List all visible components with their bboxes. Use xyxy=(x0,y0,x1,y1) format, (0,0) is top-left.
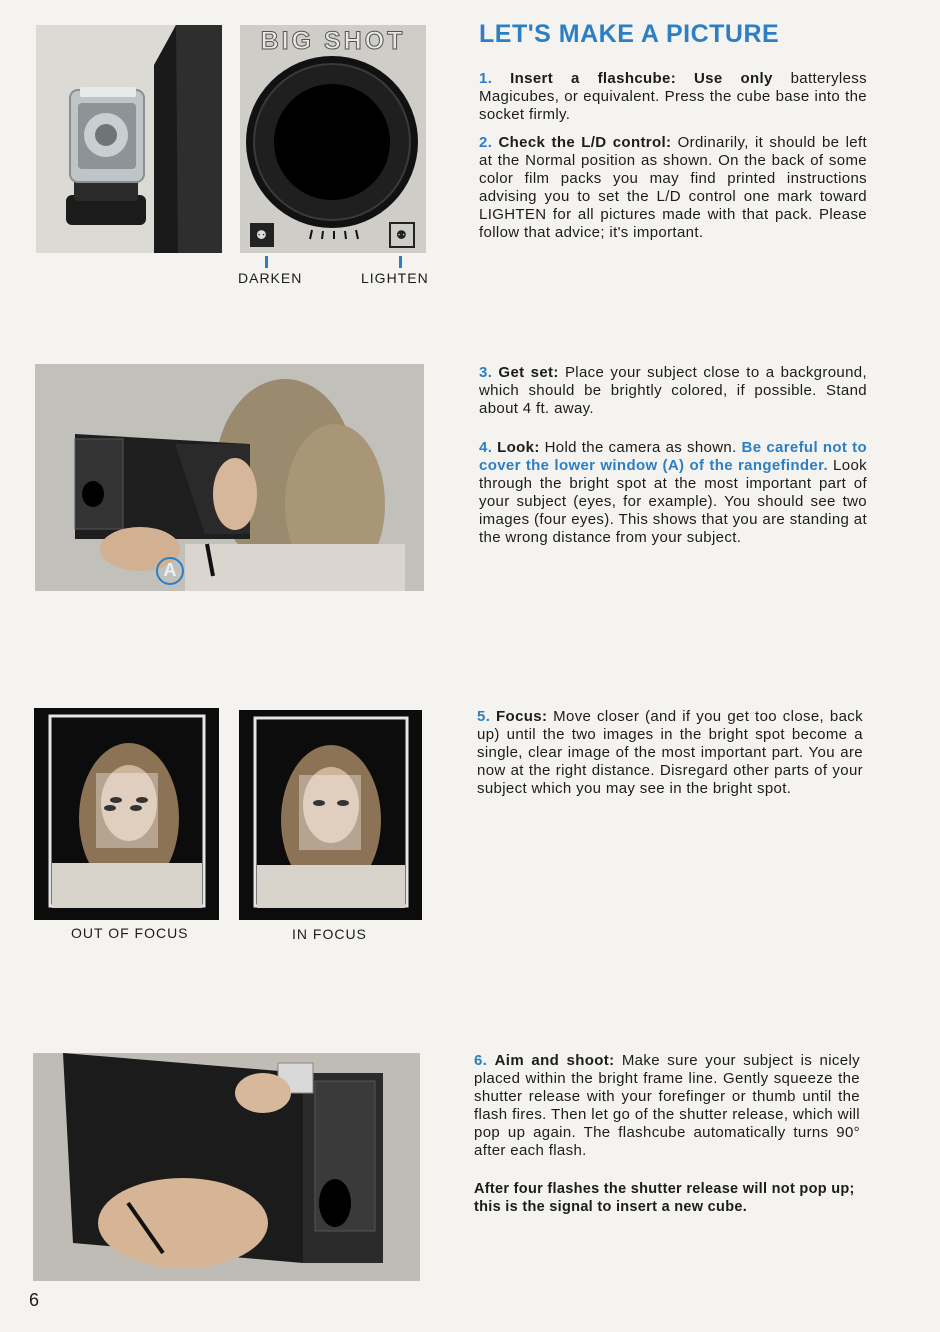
step-5 xyxy=(477,708,863,798)
in-focus-photo xyxy=(239,710,422,920)
holding-camera-photo xyxy=(35,364,424,591)
page-title: LET'S MAKE A PICTURE xyxy=(479,20,780,48)
step-number: 1. xyxy=(479,70,493,87)
flashcube-photo xyxy=(36,25,222,253)
step-lead: Check the L/D control: xyxy=(498,134,672,151)
out-of-focus-caption: OUT OF FOCUS xyxy=(71,925,189,941)
out-of-focus-photo xyxy=(34,708,219,920)
step-2 xyxy=(479,134,867,242)
step-number: 3. xyxy=(479,364,493,381)
holding-camera-illustration xyxy=(35,364,424,591)
rangefinder-window-label: A xyxy=(163,560,177,580)
step-body-before: Hold the camera as shown. xyxy=(539,439,742,456)
step-lead: Aim and shoot: xyxy=(494,1052,615,1069)
step-body: batteryless Magicubes, or equivalent. Press the cube base into the socket firmly. xyxy=(479,70,867,123)
darken-label: DARKEN xyxy=(238,270,303,286)
step-number: 5. xyxy=(477,708,491,725)
in-focus-caption: IN FOCUS xyxy=(292,926,367,942)
step-lead: Insert a flashcube: Use only xyxy=(510,70,773,87)
step-body: Make sure your subject is nicely placed within the bright frame line. Gently squeeze the shutter release with your forefinger or thumb until the flash fires. Then let go of the shutter release, which will pop up again. The flashcube automatically turns 90° after each flash. xyxy=(474,1052,860,1159)
darken-marker xyxy=(265,256,268,268)
step-body: Place your subject close to a background, which should be brightly colored, if possible. Stand about 4 ft. away. xyxy=(479,364,867,417)
step-4 xyxy=(479,439,867,547)
ld-dial-photo xyxy=(240,25,426,253)
lighten-marker xyxy=(399,256,402,268)
step-3 xyxy=(479,364,867,418)
step-1 xyxy=(479,70,867,124)
step-lead: Look: xyxy=(497,439,540,456)
flashcube-illustration xyxy=(36,25,222,253)
step-lead: Get set: xyxy=(498,364,559,381)
step-body: Look through the bright spot at the most important part of your subject (eyes, for example). You should see two images (four eyes). This shows that you are standing at the wrong distance from your subject. xyxy=(479,457,867,546)
step-lead: Focus: xyxy=(496,708,548,725)
step-number: 2. xyxy=(479,134,493,151)
step-number: 4. xyxy=(479,439,493,456)
out-of-focus-illustration xyxy=(34,708,219,920)
step-6 xyxy=(474,1052,860,1160)
aim-and-shoot-illustration xyxy=(33,1053,420,1281)
step-number: 6. xyxy=(474,1052,488,1069)
lighten-icon: ⚉ xyxy=(396,228,407,242)
step-body: Ordinarily, it should be left at the Normal position as shown. On the back of some color film packs you may find printed instructions advising you to set the L/D control one mark toward LIGHTEN for all pictures made with that pack. Please follow that advice; it's important. xyxy=(479,134,867,241)
darken-icon: ⚉ xyxy=(256,228,267,242)
dial-brand-label: BIG SHOT xyxy=(260,27,406,55)
step-body: Move closer (and if you get too close, back up) until the two images in the bright spot become a single, clear image of the most important part. You are now at the right distance. Disregard other parts of your subject which you may see in the bright spot. xyxy=(477,708,863,797)
lighten-label: LIGHTEN xyxy=(361,270,429,286)
in-focus-illustration xyxy=(239,710,422,920)
page-number: 6 xyxy=(29,1290,40,1310)
step-warning: Be careful not to cover the lower window (A) of the rangefinder. xyxy=(479,439,867,474)
flash-note: After four flashes the shutter release will not pop up; this is the signal to insert a new cube. xyxy=(474,1181,855,1215)
ld-dial-illustration xyxy=(240,25,426,253)
aim-and-shoot-photo xyxy=(33,1053,420,1281)
